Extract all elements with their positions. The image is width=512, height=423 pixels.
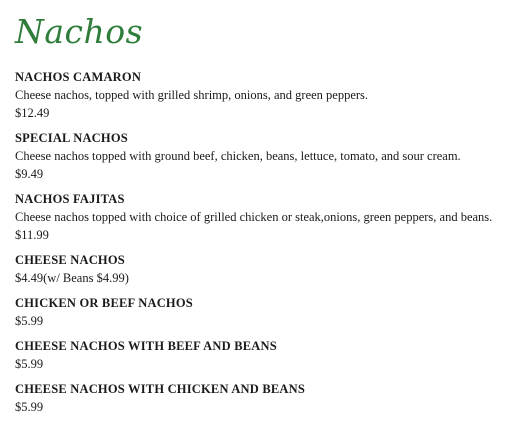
item-name: NACHOS FAJITAS xyxy=(15,192,125,206)
item-price: $5.99 xyxy=(15,400,44,414)
menu-item-nachos-fajitas xyxy=(15,190,505,244)
item-name: CHEESE NACHOS xyxy=(15,253,125,267)
menu-item-special-nachos xyxy=(15,129,505,183)
item-name: CHEESE NACHOS WITH BEEF AND BEANS xyxy=(15,339,277,353)
item-name: CHEESE NACHOS WITH CHICKEN AND BEANS xyxy=(15,382,306,396)
item-price: $11.99 xyxy=(15,228,49,242)
item-description: Cheese nachos, topped with grilled shrimp, onions, and green peppers. xyxy=(15,88,369,102)
item-price: $4.49(w/ Beans $4.99) xyxy=(15,271,129,285)
item-price: $5.99 xyxy=(15,314,44,328)
menu-item-cheese-nachos-beef-beans xyxy=(15,337,505,373)
menu-item-cheese-nachos-chicken-beans xyxy=(15,380,505,416)
item-name: CHICKEN OR BEEF NACHOS xyxy=(15,296,193,310)
menu-item-cheese-nachos xyxy=(15,251,505,287)
menu-item-nachos-camaron xyxy=(15,68,505,122)
item-name: NACHOS CAMARON xyxy=(15,70,142,84)
menu-section xyxy=(15,10,505,423)
item-description: Cheese nachos topped with ground beef, chicken, beans, lettuce, tomato, and sour cream. xyxy=(15,149,461,163)
item-description: Cheese nachos topped with choice of grilled chicken or steak,onions, green peppers, and beans. xyxy=(15,210,493,224)
item-price: $9.49 xyxy=(15,167,44,181)
item-name: SPECIAL NACHOS xyxy=(15,131,128,145)
menu-item-chicken-or-beef-nachos xyxy=(15,294,505,330)
section-title: Nachos xyxy=(15,12,144,51)
item-price: $12.49 xyxy=(15,106,50,120)
item-price: $5.99 xyxy=(15,357,44,371)
